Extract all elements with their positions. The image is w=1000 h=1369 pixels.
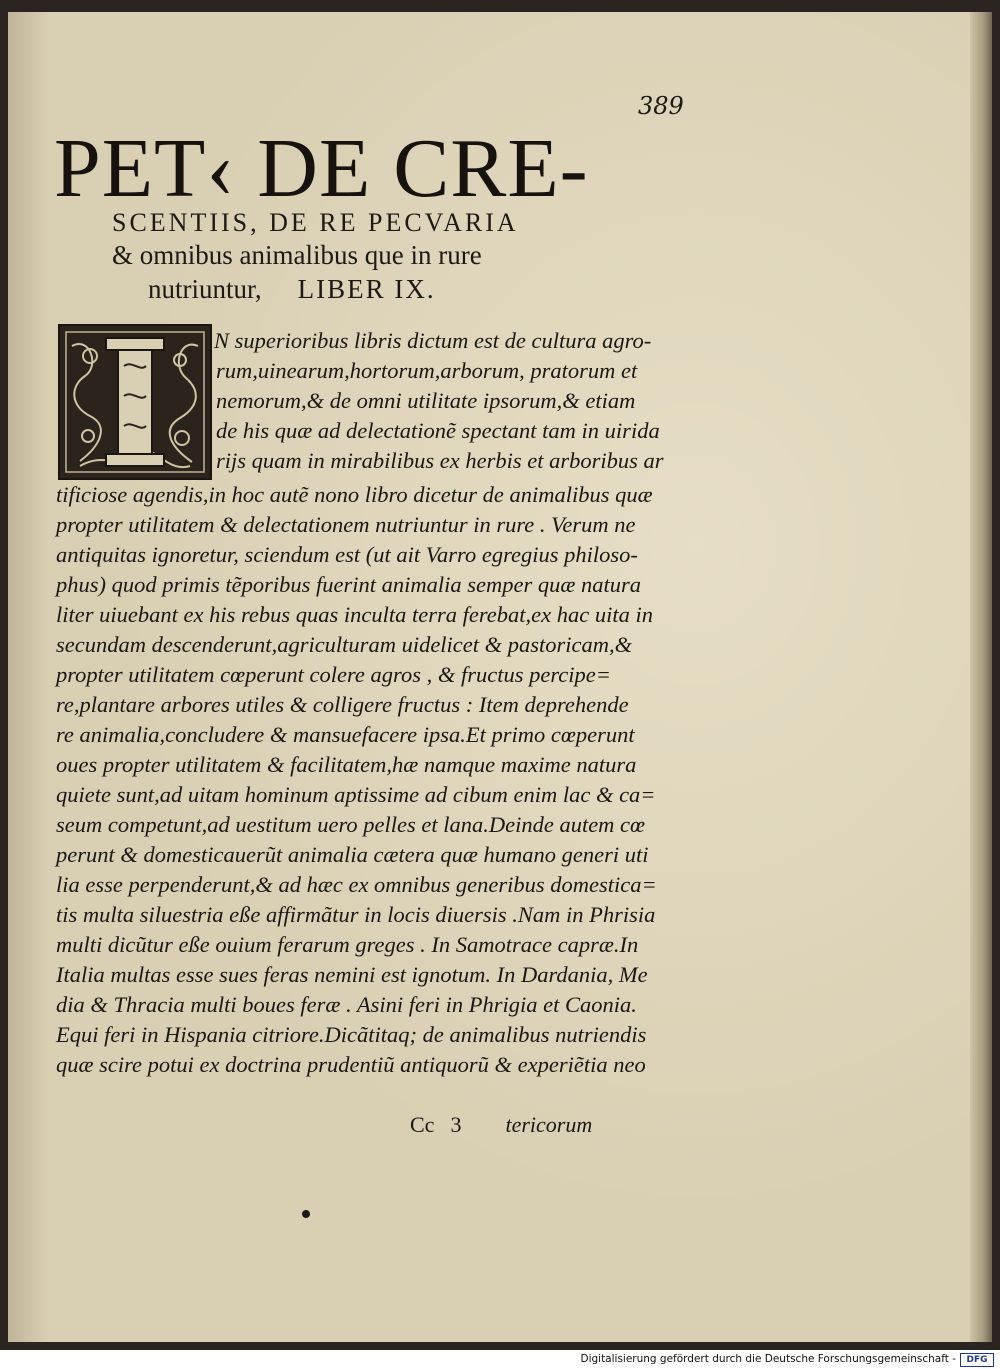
text-line: rijs quam in mirabilibus ex herbis et arboribus ar	[216, 448, 664, 473]
title-line-1: PET‹ DE CRE-	[54, 122, 589, 215]
ornament-icon	[60, 326, 210, 478]
ink-dot	[302, 1210, 310, 1218]
text-line: phus) quod primis tẽporibus fuerint animalia semper quæ natura	[56, 572, 642, 597]
text-line: re animalia,concludere & mansuefacere ipsa.Et primo cœperunt	[56, 722, 635, 747]
text-line: quæ scire potui ex doctrina prudentiũ antiquorũ & experiẽtia neo	[56, 1052, 646, 1077]
text-line: nemorum,& de omni utilitate ipsorum,& etiam	[216, 388, 636, 413]
book-number: LIBER IX.	[297, 274, 436, 304]
title-line-4	[148, 274, 628, 305]
signature-number: 3	[450, 1112, 462, 1137]
title-line-3: & omnibus animalibus que in rure	[112, 240, 482, 270]
text-line: N superioribus libris dictum est de cultura agro-	[214, 328, 652, 353]
signature-mark: Cc	[410, 1112, 435, 1137]
text-line: rum,uinearum,hortorum,arborum, pratorum et	[216, 358, 638, 383]
text-line: re,plantare arbores utiles & colligere fructus : Item deprehende	[56, 692, 629, 717]
text-line: dia & Thracia multi boues feræ . Asini feri in Phrigia et Caonia.	[56, 992, 637, 1017]
dfg-logo-icon: DFG	[960, 1353, 994, 1367]
text-line: perunt & domesticauerũt animalia cætera quæ humano generi uti	[56, 842, 649, 867]
text-line: secundam descenderunt,agriculturam uidelicet & pastoricam,&	[56, 632, 633, 657]
catchword: tericorum	[505, 1112, 593, 1137]
text-line: seum competunt,ad uestitum uero pelles et lana.Deinde autem cœ	[56, 812, 646, 837]
text-line: oues propter utilitatem & facilitatem,hæ namque maxime natura	[56, 752, 637, 777]
text-line: antiquitas ignoretur, sciendum est (ut ait Varro egregius philoso-	[56, 542, 638, 567]
catchword-line	[410, 1112, 670, 1138]
footer-bar	[0, 1350, 1000, 1369]
text-line: lia esse perpenderunt,& ad hæc ex omnibus generibus domestica=	[56, 872, 657, 897]
text-line: liter uiuebant ex his rebus quas inculta terra ferebat,ex hac uita in	[56, 602, 653, 627]
text-line: multi dicũtur eße ouium ferarum greges . In Samotrace capræ.In	[56, 932, 639, 957]
text-line: Italia multas esse sues feras nemini est ignotum. In Dardania, Me	[56, 962, 648, 987]
title-line-4-text: nutriuntur,	[148, 274, 262, 304]
text-line: tis multa siluestria eße affirmãtur in locis diuersis .Nam in Phrisia	[56, 902, 656, 927]
title-line-2: SCENTIIS, DE RE PECVARIA	[112, 208, 519, 237]
decorated-initial-i	[58, 324, 212, 480]
text-line: propter utilitatem & delectationem nutriuntur in rure . Verum ne	[56, 512, 636, 537]
text-line: de his quæ ad delectationẽ spectant tam in uirida	[216, 418, 660, 443]
text-line: propter utilitatem cœperunt colere agros , & fructus percipe=	[56, 662, 611, 687]
page-edge	[970, 12, 992, 1342]
text-line: Equi feri in Hispania citriore.Dicãtitaq; de animalibus nutriendis	[56, 1022, 647, 1047]
text-line: quiete sunt,ad uitam hominum aptissime ad cibum enim lac & ca=	[56, 782, 656, 807]
footer-credit: Digitalisierung gefördert durch die Deutsche Forschungsgemeinschaft -	[580, 1353, 956, 1365]
page-number: 389	[638, 92, 684, 120]
text-line: tificiose agendis,in hoc autẽ nono libro dicetur de animalibus quæ	[56, 482, 653, 507]
